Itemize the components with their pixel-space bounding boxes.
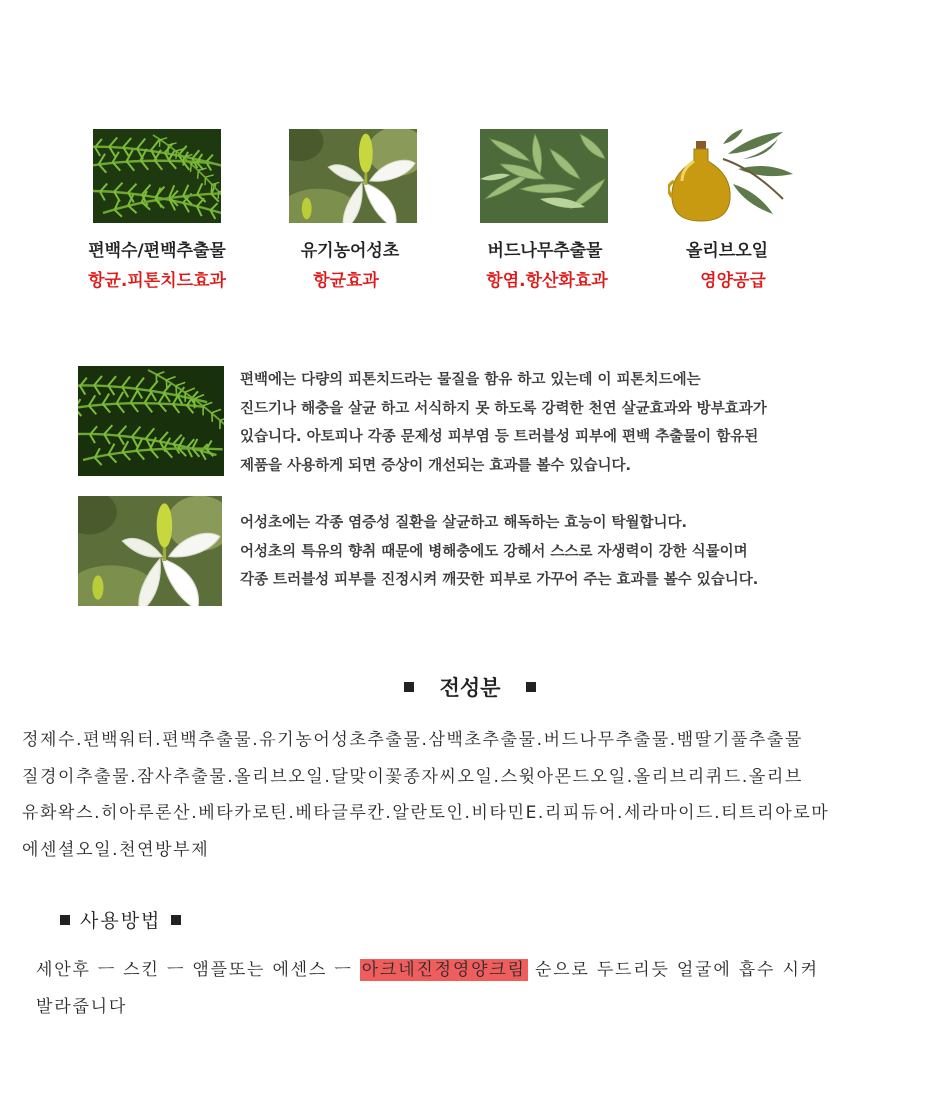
ingredients-line: 질경이추출물.잠사추출물.올리브오일.달맞이꽃종자씨오일.스윗아몬드오일.올리브리퀴드.올리브 [22,766,803,787]
highlighted-product-name: 아크네진정영양크림 [361,960,526,980]
ingredients-line: 유화왁스.히아루론산.베타카로틴.베타글루칸.알란토인.비타민E.리피듀어.세라마이드.티트리아로마 [22,803,830,823]
description-line: 어성초에는 각종 염증성 질환을 살균하고 해독하는 효능이 탁월합니다. [240,515,688,531]
usage-text-after: 순으로 두드리듯 얼굴에 흡수 시켜 [527,960,819,980]
usage-instructions [36,952,916,1025]
card-name-willow: 버드나무추출물 [487,241,603,261]
ingredients-line: 정제수.편백워터.편백추출물.유기농어성초추출물.삼백초추출물.버드나무추출물.뱀딸기풀추출물 [22,730,803,750]
ingredients-line: 에센셜오일.천연방부제 [22,839,210,860]
usage-text-before: 세안후 ㅡ 스킨 ㅡ 앰플또는 에센스 ㅡ [36,960,360,980]
usage-line: 발라줍니다 [36,996,128,1017]
lizard-tail-image [289,129,417,223]
description-line: 제품을 사용하게 되면 증상이 개선되는 효과를 볼수 있습니다. [240,457,632,474]
willow-image [480,129,608,223]
usage-line [36,952,916,989]
description-line: 어성초의 특유의 향취 때문에 병해충에도 강해서 스스로 자생력이 강한 식물이며 [240,543,748,560]
cypress-image [93,129,221,223]
card-name-cypress: 편백수/편백추출물 [88,241,226,261]
square-bullet-icon [60,915,70,925]
description-line: 있습니다. 아토피나 각종 문제성 피부염 등 트러블성 피부에 편백 추출물이 함유된 [240,429,759,445]
card-name-olive-oil: 올리브오일 [685,241,769,261]
olive-oil-image [668,129,796,223]
square-bullet-icon [404,682,414,692]
lizard-tail-detail-image [78,496,222,606]
cypress-description [240,366,880,480]
card-effect-cypress: 항균.피톤치드효과 [88,271,226,291]
card-name-lizard-tail: 유기농어성초 [300,241,400,261]
square-bullet-icon [171,915,181,925]
card-effect-lizard-tail: 항균효과 [313,271,379,291]
ingredients-title: 전성분 [439,676,501,700]
ingredients-list [22,722,922,868]
description-line: 진드기나 해충을 살균 하고 서식하지 못 하도록 강력한 천연 살균효과와 방부효과가 [240,400,767,417]
description-line: 편백에는 다량의 피톤치드라는 물질을 함유 하고 있는데 이 피톤치드에는 [240,372,701,388]
description-line: 각종 트러블성 피부를 진정시켜 깨끗한 피부로 가꾸어 주는 효과를 볼수 있습니다. [240,572,759,588]
usage-title: 사용방법 [80,910,162,932]
usage-heading [50,906,191,933]
square-bullet-icon [526,682,536,692]
card-effect-willow: 항염.항산화효과 [486,271,608,291]
card-effect-olive-oil: 영양공급 [700,271,766,291]
lizard-tail-description [240,509,880,595]
cypress-detail-image [78,366,224,476]
ingredients-heading [0,672,940,702]
